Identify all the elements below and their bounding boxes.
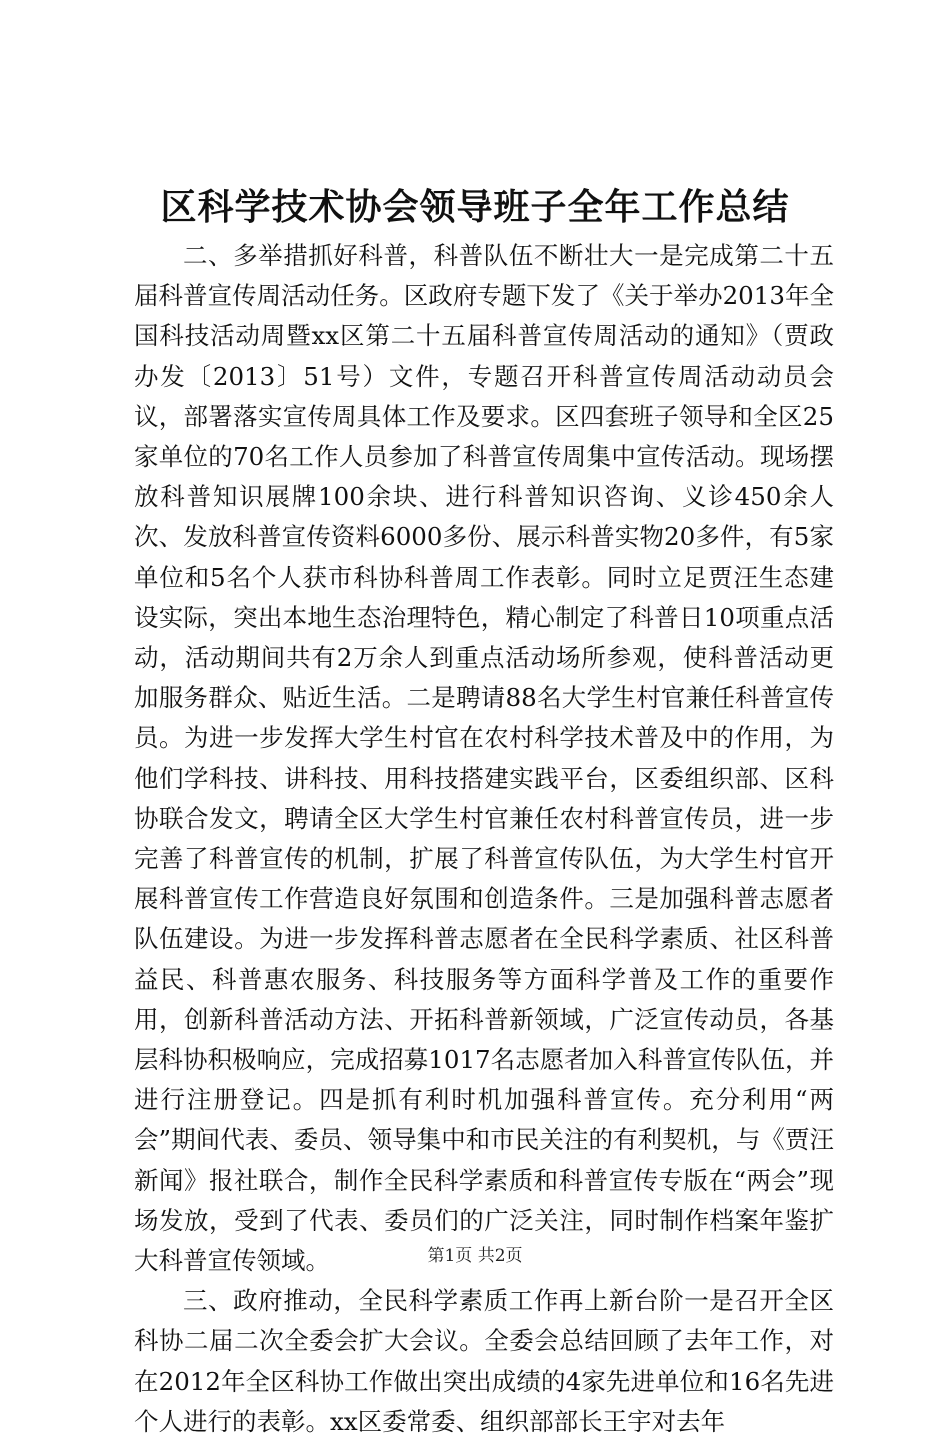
document-title: 区科学技术协会领导班子全年工作总结 [160,186,790,228]
page-number-footer: 第1页 共2页 [427,1246,523,1266]
paragraph-section-two: 二、多举措抓好科普，科普队伍不断壮大一是完成第二十五届科普宣传周活动任务。区政府专题下发了《关于举办2013年全国科技活动周暨xx区第二十五届科普宣传周活动的通知》（贾政办发〔2013〕51号）文件，专题召开科普宣传周活动动员会议，部署落实宣传周具体工作及要求。区四套班子领导和全区25家单位的70名工作人员参加了科普宣传周集中宣传活动。现场摆放科普知识展牌100余块、进行科普知识咨询、义诊450余人次、发放科普宣传资料6000多份、展示科普实物20多件，有5家单位和5名个人获市科协科普周工作表彰。同时立足贾汪生态建设实际，突出本地生态治理特色，精心制定了科普日10项重点活动，活动期间共有2万余人到重点活动场所参观，使科普活动更加服务群众、贴近生活。二是聘请88名大学生村官兼任科普宣传员。为进一步发挥大学生村官在农村科学技术普及中的作用，为他们学科技、讲科技、用科技搭建实践平台，区委组织部、区科协联合发文，聘请全区大学生村官兼任农村科普宣传员，进一步完善了科普宣传的机制，扩展了科普宣传队伍，为大学生村官开展科普宣传工作营造良好氛围和创造条件。三是加强科普志愿者队伍建设。为进一步发挥科普志愿者在全民科学素质、社区科普益民、科普惠农服务、科技服务等方面科学普及工作的重要作用，创新科普活动方法、开拓科普新领域，广泛宣传动员，各基层科协积极响应，完成招募1017名志愿者加入科普宣传队伍，并进行注册登记。四是抓有利时机加强科普宣传。充分利用“两会”期间代表、委员、领导集中和市民关注的有利契机，与《贾汪新闻》报社联合，制作全民科学素质和科普宣传专版在“两会”现场发放，受到了代表、委员们的广泛关注，同时制作档案年鉴扩大科普宣传领域。 [134,241,834,1276]
paragraph-section-three: 三、政府推动，全民科学素质工作再上新台阶一是召开全区科协二届二次全委会扩大会议。全委会总结回顾了去年工作，对在2012年全区科协工作做出突出成绩的4家先进单位和16名先进个人进行的表彰。xx区委常委、组织部部长王宇对去年 [134,1286,834,1436]
